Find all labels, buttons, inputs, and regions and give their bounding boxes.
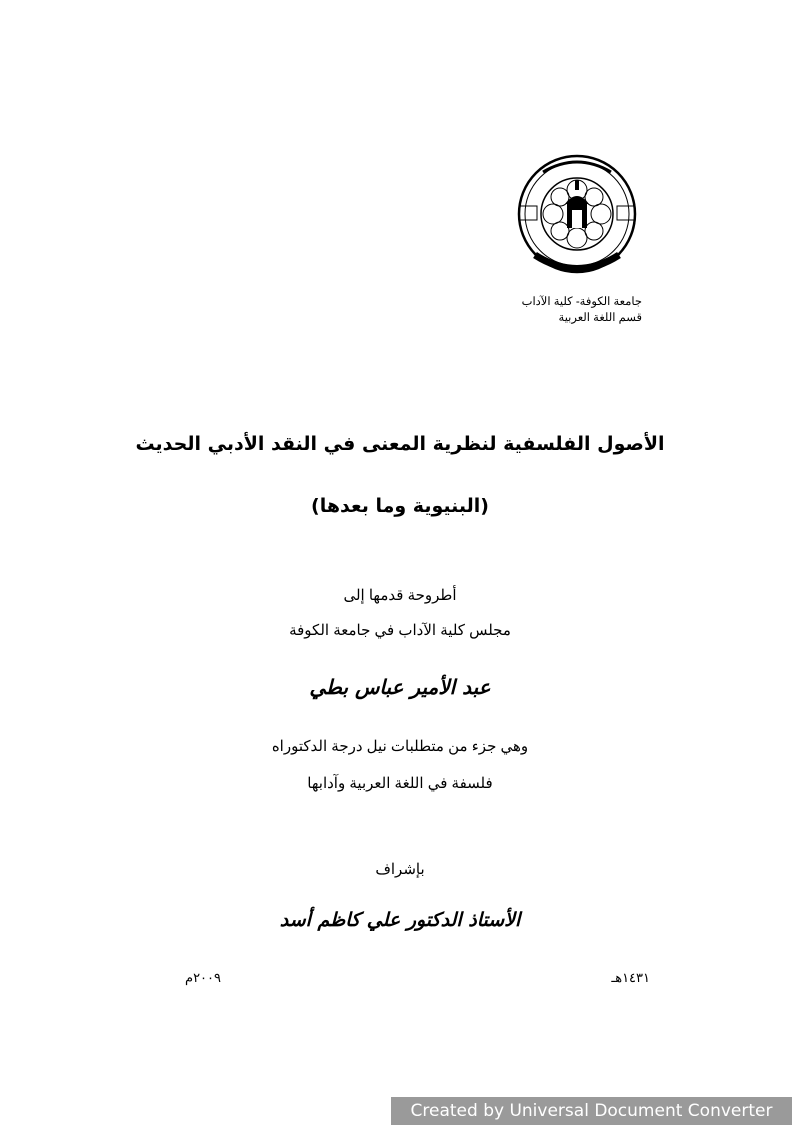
hijri-date: ١٤٣١هـ	[611, 970, 650, 985]
gregorian-date: ٢٠٠٩م	[185, 970, 221, 985]
council-line: مجلس كلية الآداب في جامعة الكوفة	[289, 622, 511, 639]
university-seal-icon	[515, 150, 640, 280]
supervision-label: بإشراف	[375, 861, 425, 878]
converter-watermark: Created by Universal Document Converter	[391, 1097, 792, 1125]
submission-line: أطروحة قدمها إلى	[343, 587, 457, 604]
author-name: عبد الأمير عباس بطي	[309, 675, 491, 699]
supervisor-name: الأستاذ الدكتور علي كاظم أسد	[279, 909, 521, 931]
university-line: جامعة الكوفة- كلية الآداب	[521, 296, 642, 308]
department-line: قسم اللغة العربية	[558, 312, 642, 324]
degree-line: وهي جزء من متطلبات نيل درجة الدكتوراه	[271, 738, 529, 755]
specialization-line: فلسفة في اللغة العربية وآدابها	[307, 775, 493, 792]
thesis-title: الأصول الفلسفية لنظرية المعنى في النقد الأدبي الحديث	[135, 433, 665, 455]
institution-block	[422, 294, 642, 326]
thesis-subtitle: (البنيوية وما بعدها)	[311, 495, 489, 517]
